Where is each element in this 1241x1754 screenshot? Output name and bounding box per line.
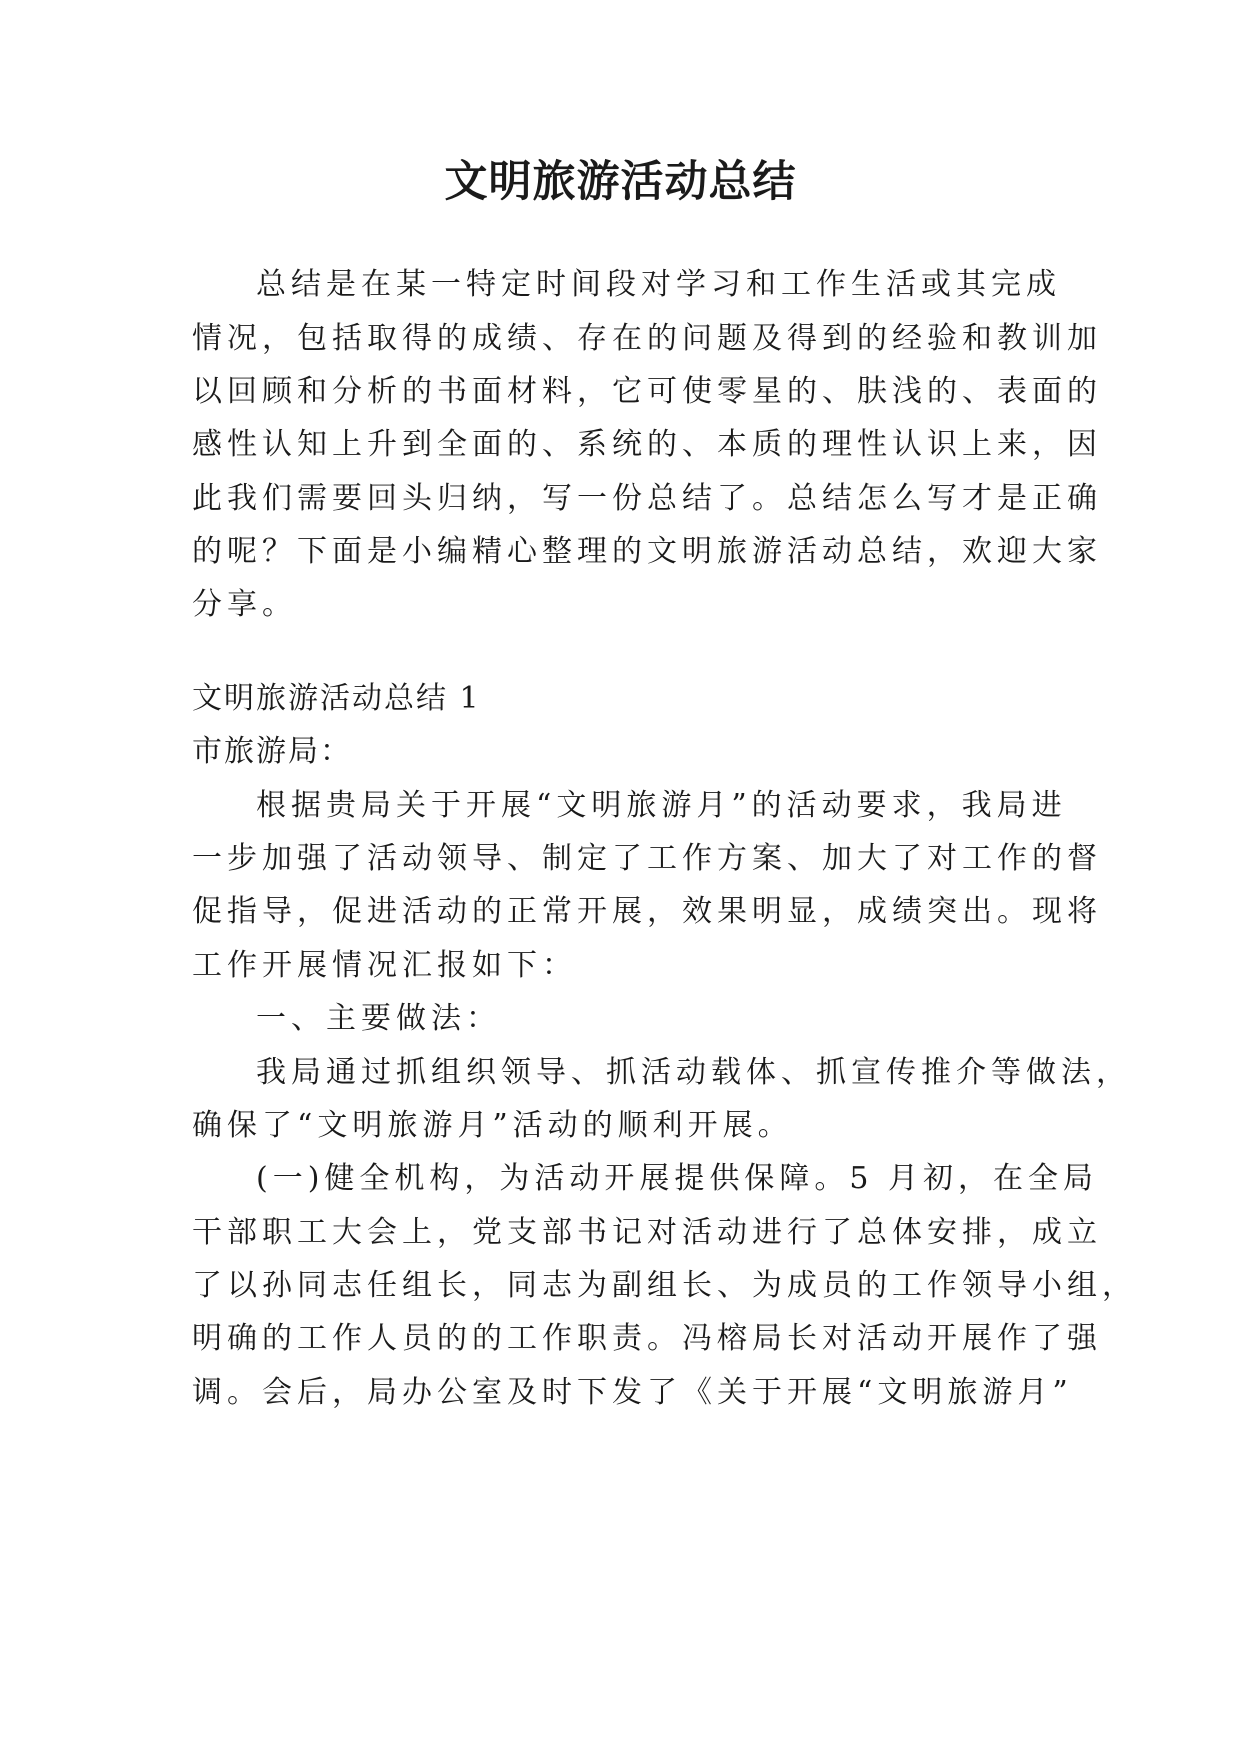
intro-line: 总结是在某一特定时间段对学习和工作生活或其完成: [256, 267, 1061, 302]
salutation: 市旅游局：: [192, 734, 352, 769]
intro-line: 以回顾和分析的书面材料，它可使零星的、肤浅的、表面的: [192, 374, 1102, 409]
body-line: (一)健全机构，为活动开展提供保障。5 月初，在全局: [256, 1161, 1099, 1196]
body-line: 确保了“文明旅游月”活动的顺利开展。: [192, 1108, 793, 1143]
body-line: 干部职工大会上，党支部书记对活动进行了总体安排，成立: [192, 1215, 1102, 1250]
intro-line: 的呢？下面是小编精心整理的文明旅游活动总结，欢迎大家: [192, 534, 1102, 569]
body-line: 明确的工作人员的的工作职责。冯榕局长对活动开展作了强: [192, 1321, 1102, 1356]
intro-line: 分享。: [192, 587, 297, 622]
body-line: 了以孙同志任组长，同志为副组长、为成员的工作领导小组，: [192, 1268, 1137, 1303]
body-line: 根据贵局关于开展“文明旅游月”的活动要求，我局进: [256, 788, 1067, 823]
body-line: 调。会后，局办公室及时下发了《关于开展“文明旅游月”: [192, 1375, 1073, 1410]
intro-line: 情况，包括取得的成绩、存在的问题及得到的经验和教训加: [192, 321, 1102, 356]
document-title: 文明旅游活动总结: [444, 157, 797, 207]
body-line: 一步加强了活动领导、制定了工作方案、加大了对工作的督: [192, 841, 1102, 876]
body-line: 促指导，促进活动的正常开展，效果明显，成绩突出。现将: [192, 894, 1102, 929]
intro-line: 此我们需要回头归纳，写一份总结了。总结怎么写才是正确: [192, 481, 1102, 516]
body-line: 我局通过抓组织领导、抓活动载体、抓宣传推介等做法，: [256, 1055, 1131, 1090]
subheading: 一、主要做法：: [256, 1001, 501, 1036]
section-heading: 文明旅游活动总结 1: [192, 681, 481, 716]
body-line: 工作开展情况汇报如下：: [192, 948, 577, 983]
intro-line: 感性认知上升到全面的、系统的、本质的理性认识上来，因: [192, 427, 1102, 462]
